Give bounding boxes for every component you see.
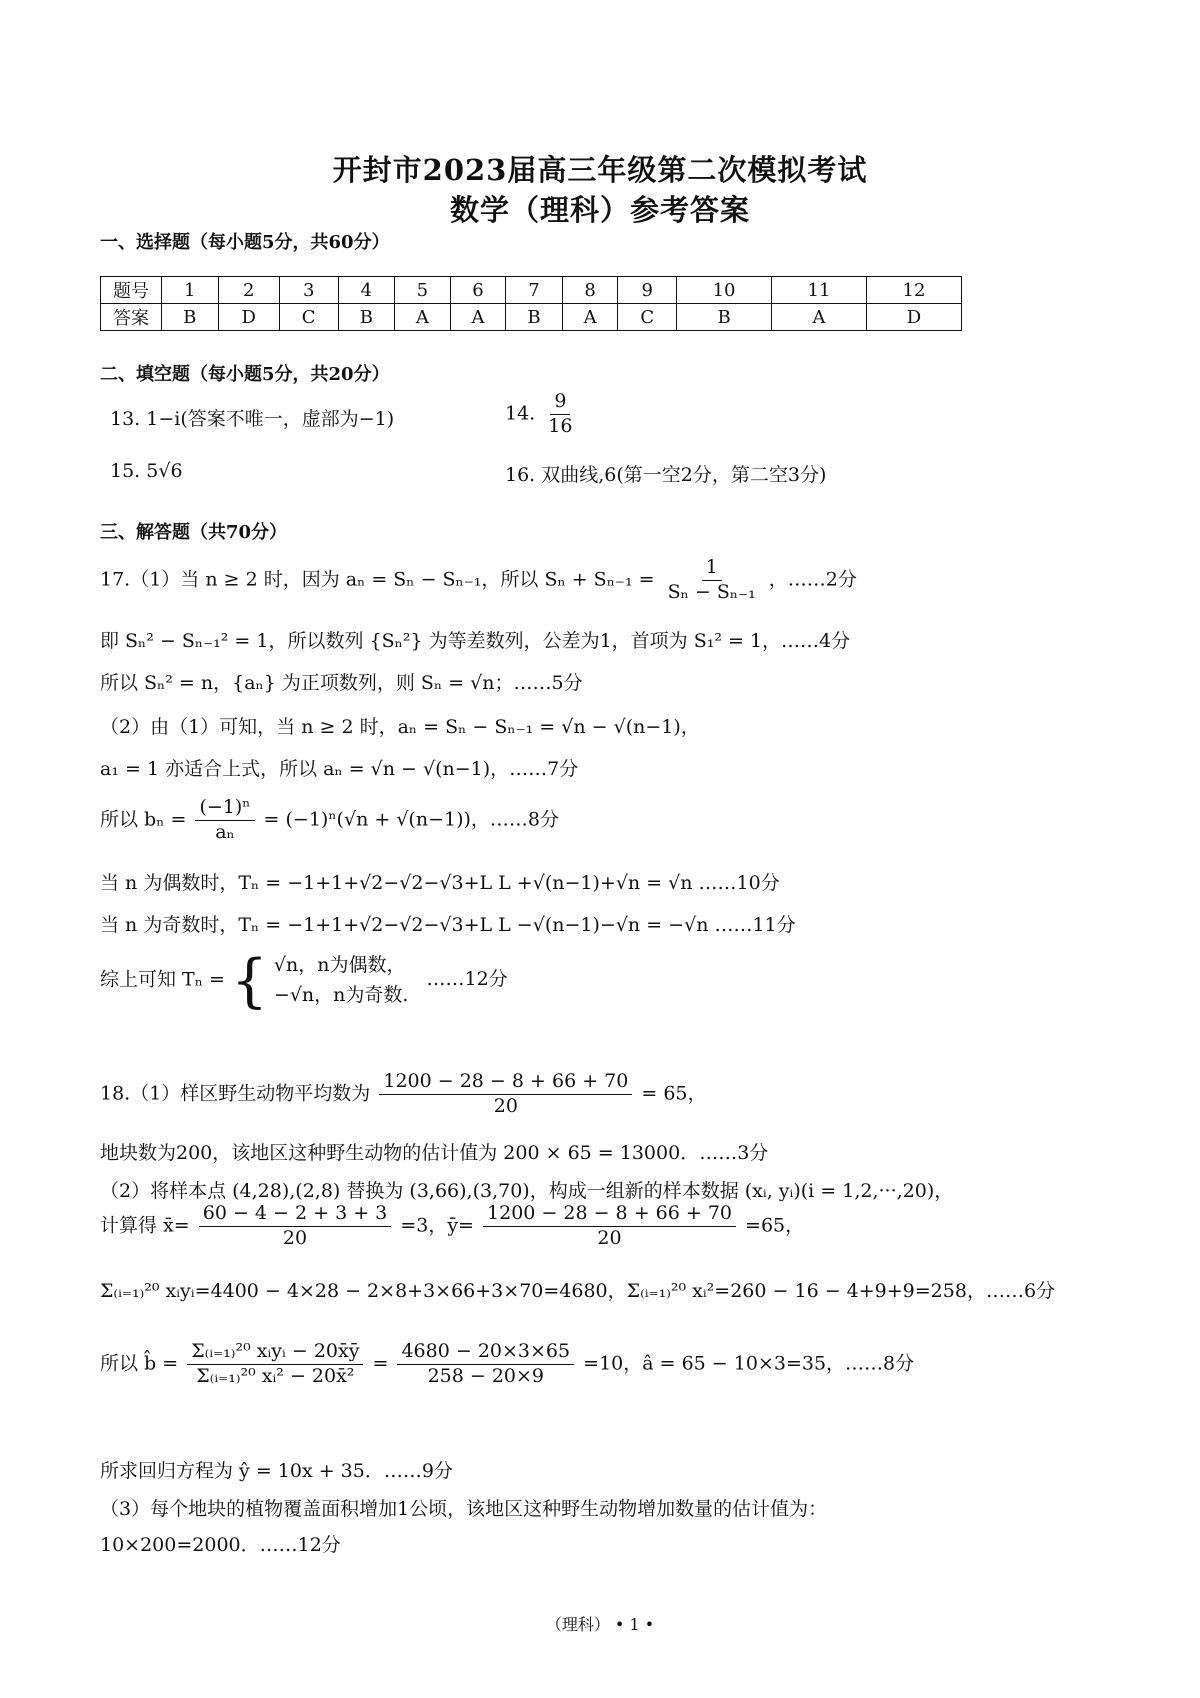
fraction-denominator: Σ₍ᵢ₌₁₎²⁰ xᵢ² − 20x̄² [196,1364,355,1387]
exam-subtitle: 数学（理科）参考答案 [449,193,750,227]
q17-line-4: （2）由（1）可知，当 n ≥ 2 时，aₙ = Sₙ − Sₙ₋₁ = √n − √(n−1)， [100,716,700,738]
section-solution-heading: 三、解答题（共70分） [100,522,288,543]
fraction [544,390,576,439]
fraction-numerator: 9 [550,390,570,415]
answer-cell: A [562,304,618,331]
section-choice-heading: 一、选择题（每小题5分，共60分） [100,232,390,253]
question-number: 3 [279,277,338,304]
fraction-numerator: 1200 − 28 − 8 + 66 + 70 [483,1202,736,1227]
piecewise-cases [274,950,409,1011]
page-footer: （理科） • 1 • [545,1615,655,1634]
table-row-label: 答案 [101,304,162,331]
question-number: 10 [677,277,772,304]
question-label: 14. [505,402,536,425]
fraction-denominator: 20 [282,1226,308,1249]
text: 计算得 x̄= [100,1214,190,1237]
answer-cell: D [218,304,279,331]
q17-line-5: a₁ = 1 亦适合上式，所以 aₙ = √n − √(n−1)，……7分 [100,758,579,780]
fraction-numerator: 4680 − 20×3×65 [397,1340,574,1365]
text: 18.（1）样区野生动物平均数为 [100,1082,371,1105]
q17-line-6 [100,796,559,845]
q18-line-3: （2）将样本点 (4,28),(2,8) 替换为 (3,66),(3,70)，构成一组新的样本数据 (xᵢ, yᵢ)(i = 1,2,···,20)， [100,1180,954,1202]
case-even: √n，n为偶数， [273,954,406,976]
text: =10，â = 65 − 10×3=35，……8分 [583,1352,915,1375]
fraction-denominator: 20 [493,1094,518,1117]
question-number: 12 [866,277,961,304]
q18-line-1 [100,1070,707,1119]
q18-line-8: （3）每个地块的植物覆盖面积增加1公顷，该地区这种野生动物增加数量的估计值为： [100,1498,828,1520]
q18-line-4 [100,1202,804,1251]
score-note: ……12分 [426,968,508,991]
text: ，……2分 [768,568,857,591]
text: 综上可知 Tₙ = [100,968,225,991]
fraction [664,556,760,605]
question-number: 6 [450,277,506,304]
fraction [397,1340,574,1389]
q18-line-7: 所求回归方程为 ŷ = 10x + 35．……9分 [100,1460,453,1482]
fraction-numerator: Σ₍ᵢ₌₁₎²⁰ xᵢyᵢ − 20x̄ȳ [187,1340,363,1365]
answer-cell: B [162,304,219,331]
q17-line-2: 即 Sₙ² − Sₙ₋₁² = 1，所以数列 {Sₙ²} 为等差数列，公差为1，首项为 S₁² = 1，……4分 [100,630,851,652]
answer-cell: A [450,304,506,331]
fraction-numerator: 1 [702,556,722,581]
text: = [372,1352,389,1375]
fraction-numerator: 1200 − 28 − 8 + 66 + 70 [379,1070,632,1095]
text: 17.（1）当 n ≥ 2 时，因为 aₙ = Sₙ − Sₙ₋₁，所以 Sₙ + Sₙ₋₁ = [100,568,655,591]
text: = 65， [641,1082,707,1105]
question-number: 5 [395,277,451,304]
q18-line-5: Σ₍ᵢ₌₁₎²⁰ xᵢyᵢ=4400 − 4×28 − 2×8+3×66+3×70=4680，Σ₍ᵢ₌₁₎²⁰ xᵢ²=260 − 16 − 4+9+9=258，……6分 [100,1280,1056,1302]
q17-line-7: 当 n 为偶数时，Tₙ = −1+1+√2−√2−√3+L L +√(n−1)+√n = √n ……10分 [100,872,780,894]
question-number: 2 [218,277,279,304]
text: =3，ȳ= [400,1214,474,1237]
fraction-denominator: 20 [597,1226,622,1249]
q18-line-9: 10×200=2000．……12分 [100,1534,341,1556]
q17-line-1 [100,556,857,605]
table-row-numbers [101,277,962,304]
answer-cell: A [772,304,867,331]
answer-cell: B [338,304,395,331]
fraction-denominator: aₙ [215,820,235,843]
answer-cell: C [618,304,677,331]
fill-answer-14 [505,390,579,439]
question-number: 11 [772,277,867,304]
text: =65， [745,1214,805,1237]
fraction-denominator: Sₙ − Sₙ₋₁ [667,580,756,603]
answer-cell: A [395,304,451,331]
question-number: 1 [162,277,219,304]
question-number: 4 [338,277,395,304]
answer-cell: D [866,304,961,331]
fill-answer-15: 15. 5√6 [110,460,183,482]
fraction-denominator: 16 [548,414,573,437]
fraction [199,1202,392,1251]
text: 所以 b̂ = [100,1352,179,1375]
fraction [195,796,254,845]
fraction-numerator: 60 − 4 − 2 + 3 + 3 [199,1202,392,1227]
fraction-numerator: (−1)ⁿ [195,796,254,821]
q18-line-2: 地块数为200，该地区这种野生动物的估计值为 200 × 65 = 13000．……3分 [100,1142,769,1164]
question-number: 7 [506,277,563,304]
fraction [483,1202,736,1251]
choice-answer-table [100,276,962,331]
question-number: 9 [618,277,677,304]
fill-answer-13: 13. 1−i(答案不唯一，虚部为−1) [110,408,395,430]
left-brace: { [230,946,268,1015]
question-number: 8 [562,277,618,304]
fraction [187,1340,363,1389]
answer-cell: C [279,304,338,331]
answer-cell: B [677,304,772,331]
q18-line-6 [100,1340,914,1389]
q17-line-8: 当 n 为奇数时，Tₙ = −1+1+√2−√2−√3+L L −√(n−1)−√n = −√n ……11分 [100,914,796,936]
q17-line-9 [100,946,508,1015]
exam-title: 开封市2023届高三年级第二次模拟考试 [332,153,868,187]
fill-answer-16: 16. 双曲线,6(第一空2分，第二空3分) [505,464,827,486]
case-odd: −√n，n为奇数. [273,984,409,1007]
section-fill-heading: 二、填空题（每小题5分，共20分） [100,364,390,385]
answer-cell: B [506,304,563,331]
fraction [379,1070,632,1119]
fraction-denominator: 258 − 20×9 [427,1364,545,1387]
text: 所以 bₙ = [100,808,187,831]
table-row-answers [101,304,962,331]
table-row-label: 题号 [101,277,162,304]
q17-line-3: 所以 Sₙ² = n，{aₙ} 为正项数列，则 Sₙ = √n；……5分 [100,672,583,694]
text: = (−1)ⁿ(√n + √(n−1))，……8分 [263,808,559,831]
